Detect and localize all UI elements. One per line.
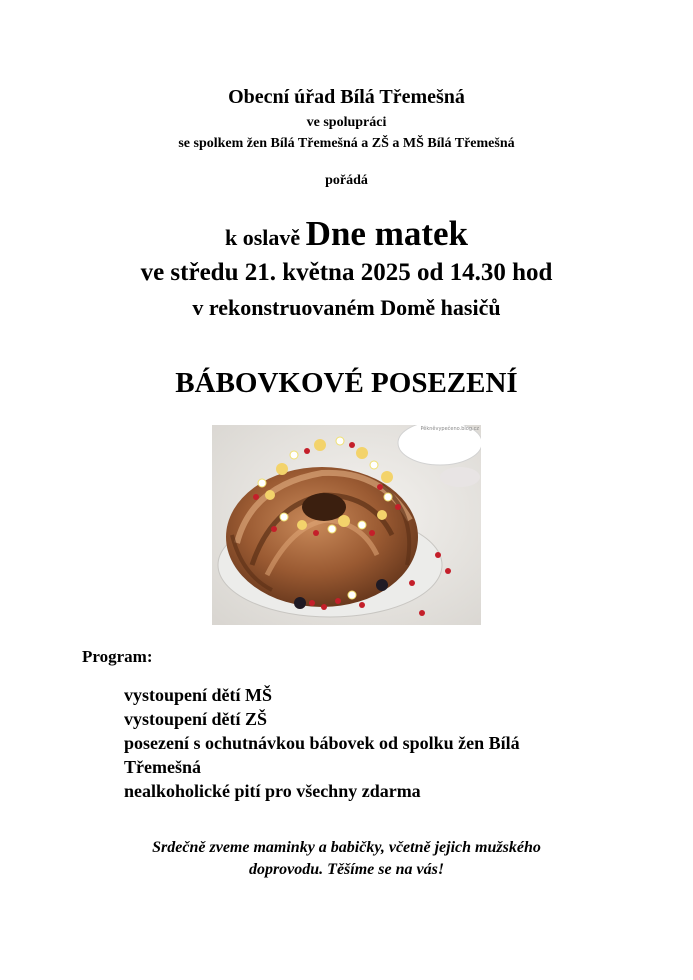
presents-text: pořádá [325,173,368,188]
program-item: vystoupení dětí ZŠ [124,709,268,729]
date-time-line: ve středu 21. května 2025 od 14.30 hod [140,259,553,286]
partners-text: se spolkem žen Bílá Třemešná a ZŠ a MŠ Bílá Třemešná [178,136,515,151]
program-item: posezení s ochutnávkou bábovek od spolku žen Bílá [124,733,520,753]
org-title: Obecní úřad Bílá Třemešná [228,86,465,108]
place-line: v rekonstruovaném Domě hasičů [192,295,501,320]
program-item: vystoupení dětí MŠ [124,685,273,705]
bundt-cake-photo [212,425,481,625]
invitation-line-1: Srdečně zveme maminky a babičky, včetně jejich mužského [152,839,541,856]
invitation-text [0,837,693,881]
occasion-prefix: k oslavě [224,225,301,250]
program-list [124,683,520,803]
event-title: BÁBOVKOVÉ POSEZENÍ [175,367,518,399]
photo-watermark: Pěkněvypečeno.blog.cz [420,426,479,432]
occasion-line [0,214,693,258]
in-cooperation-text: ve spolupráci [306,115,387,130]
invitation-line-2: doprovodu. Těšíme se na vás! [248,861,445,878]
occasion-name: Dne matek [305,214,469,253]
program-label: Program: [82,647,153,666]
program-item: nealkoholické pití pro všechny zdarma [124,781,421,801]
program-item: Třemešná [124,757,201,777]
